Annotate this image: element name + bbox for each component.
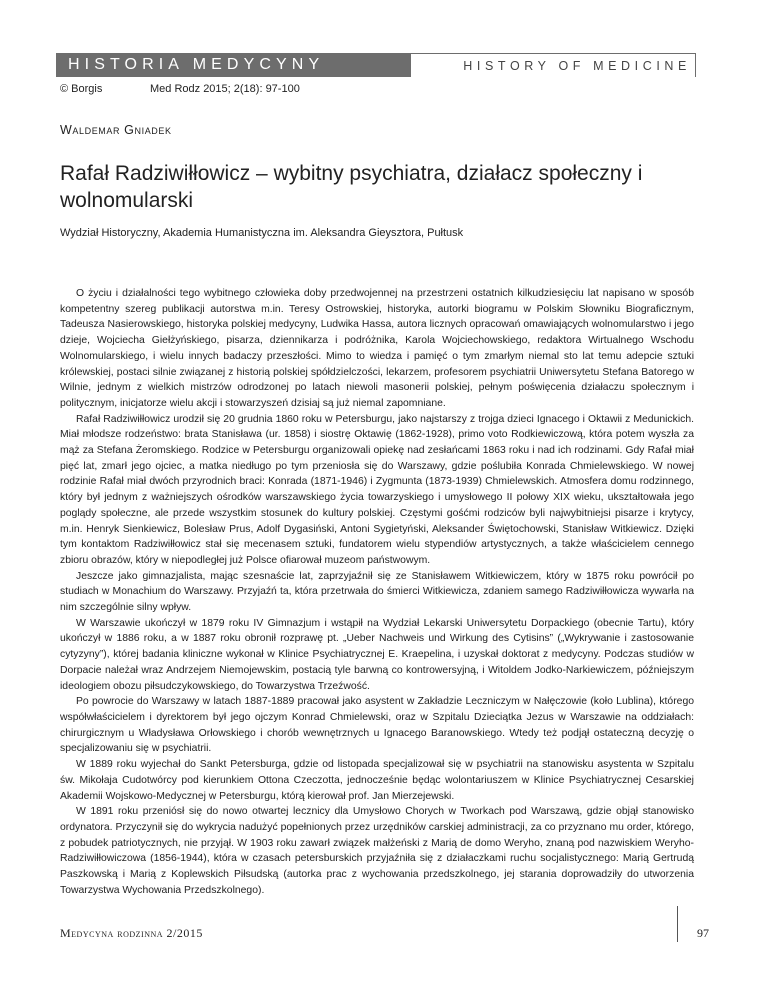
author-name: Waldemar Gniadek (60, 123, 172, 137)
paragraph: Jeszcze jako gimnazjalista, mając szesnaście lat, zaprzyjaźnił się ze Stanisławem Witkiewiczem, który w 1875 roku powrócił po studiach w Monachium do Warszawy. Przyjaźń ta, która przetrwała do śmierci Witkiewicza, zdaniem samego Radziwiłłowicza wywarła na nim szczególnie silny wpływ. (60, 570, 694, 614)
paragraph: Rafał Radziwiłłowicz urodził się 20 grudnia 1860 roku w Petersburgu, jako najstarszy z trojga dzieci Ignacego i Oktawii z Medunickich. Miał młodsze rodzeństwo: brata Stanisława (ur. 1858) i siostrę Oktawię (1862-1928), primo voto Rodkiewiczową, która potem wyszła za mąż za Stefana Żeromskiego. Rodzice w Petersburgu organizowali opiekę nad zesłańcami 1863 roku i nad ich rodzinami. Gdy Rafał miał pięć lat, zmarł jego ojciec, a matka niedługo po tym przeniosła się do Warszawy, gdzie poślubiła Konrada Chmielewskiego. W nowej rodzinie Rafał miał dwóch przyrodnich braci: Konrada (1871-1946) i Zygmunta (1873-1939) Chmielewskich. Atmosfera domu rodzinnego, który był jednym z ważniejszych ośrodków warszawskiego życia towarzyskiego i umysłowego II połowy XIX wieku, ukształtowała jego poglądy społeczne, ale przede wszystkim stosunek do kultury polskiej. Częstymi gośćmi rodziców byli najwybitniejsi pisarze i krytycy, m.in. Henryk Sienkiewicz, Bolesław Prus, Adolf Dygasiński, Antoni Sygietyński, Aleksander Świętochowski, Stanisław Witkiewicz. Dzięki tym kontaktom Radziwiłłowicz stał się mecenasem sztuki, fundatorem wielu stypendiów artystycznych, a także właścicielem cennego zbioru obrazów, który w niepodległej już Polsce ofiarował muzeom państwowym. (60, 413, 694, 566)
paragraph: W 1889 roku wyjechał do Sankt Petersburga, gdzie od listopada specjalizował się w psychiatrii na stanowisku asystenta w Szpitalu św. Mikołaja Cudotwórcy pod kierunkiem Ottona Czeczotta, jednocześnie będąc wolontariuszem w Klinice Psychiatrycznej Cesarskiej Akademii Wojskowo-Medycznej w Petersburgu, którą kierował prof. Jan Mierzejewski. (60, 759, 694, 802)
paragraph: Po powrocie do Warszawy w latach 1887-1889 pracował jako asystent w Zakładzie Leczniczym w Nałęczowie (koło Lublina), którego współwłaścicielem i dyrektorem był jego ojczym Konrad Chmielewski, oraz w Szpitalu Dzieciątka Jezus w Warszawie na oddziałach: chirurgicznym u Władysława Orłowskiego i chorób wewnętrznych u Ignacego Baranowskiego. Wtedy też podjął ostateczną decyzję o specjalizowaniu się w psychiatrii. (60, 696, 694, 755)
copyright: © Borgis (60, 83, 103, 95)
section-label-en: HISTORY OF MEDICINE (411, 53, 696, 77)
section-label-pl: HISTORIA MEDYCYNY (56, 53, 411, 77)
citation: Med Rodz 2015; 2(18): 97-100 (150, 83, 300, 95)
paragraph: W Warszawie ukończył w 1879 roku IV Gimnazjum i wstąpił na Wydział Lekarski Uniwersytetu Dorpackiego (obecnie Tartu), który ukończył w 1886 roku, a w 1887 roku obronił rozprawę pt. „Ueber Nachweis und Wirkung des Cytisins” („Wykrywanie i zastosowanie cytyzyny”), której badania kliniczne wykonał w Klinice Psychiatrycznej E. Kraepelina, i uzyskał doktorat z medycyny. Podczas studiów w Dorpacie należał wraz Andrzejem Niemojewskim, postacią tyle barwną co kontrowersyjną, i Witoldem Jodko-Narkiewiczem, późniejszym ideologiem obozu piłsudczykowskiego, do Towarzystwa Trzeźwość. (60, 617, 694, 692)
footer-divider (677, 906, 678, 942)
article-body (60, 286, 694, 898)
publication-info (60, 83, 300, 95)
footer-journal-name: Medycyna rodzinna 2/2015 (60, 926, 203, 940)
section-header (56, 53, 696, 77)
page-number: 97 (697, 926, 709, 940)
paragraph: W 1891 roku przeniósł się do nowo otwartej lecznicy dla Umysłowo Chorych w Tworkach pod Warszawą, gdzie objął stanowisko ordynatora. Przyczynił się do wykrycia nadużyć popełnionych przez urzędników carskiej administracji, za co przyznano mu order, którego, z pobudek patriotycznych, nie przyjął. W 1903 roku zawarł związek małżeński z Marią de domo Weryho, znaną pod nazwiskiem Weryho-Radziwiłłowiczowa (1856-1944), która w czasach petersburskich przyjaźniła się z działaczkami ruchu socjalistycznego: Marią Gertrudą Paszkowską i Marią z Koplewskich Piłsudską (autorka prac z wychowania przedszkolnego, jej starania doprowadziły do utworzenia Towarzystwa Wychowania Przedszkolnego). (60, 806, 694, 896)
article-title: Rafał Radziwiłłowicz – wybitny psychiatra, działacz społeczny i wolnomularski (60, 162, 643, 212)
paragraph: O życiu i działalności tego wybitnego człowieka doby przedwojennej na przestrzeni ostatnich kilkudziesięciu lat napisano w sposób kompetentny szereg publikacji autorstwa m.in. Teresy Ostrowskiej, historyka, autorki biogramu w Polskim Słowniku Biograficznym, Tadeusza Nasierowskiego, historyka polskiej medycyny, Ludwika Hassa, autora licznych opracowań omawiających wolnomularstwo i jego dzieje, Wojciecha Giełżyńskiego, pisarza, dziennikarza i podróżnika, Karola Wojciechowskiego, redaktora Wirtualnego Wschodu Wolnomularskiego, i wielu innych badaczy przeszłości. Mimo to wiedza i pamięć o tym zmarłym niemal sto lat temu adepcie sztuki królewskiej, postaci silnie związanej z historią polskiej spółdzielczości, lekarzem, profesorem psychiatrii Uniwersytetu Stefana Batorego w Wilnie, jednym z wielkich mistrzów odrodzonej po latach niewoli masonerii polskiej, pełnym poświęcenia działaczu społecznym i politycznym, inicjatorze wielu akcji i stowarzyszeń dzisiaj są już niemal zapomniane. (60, 288, 694, 409)
author-affiliation: Wydział Historyczny, Akademia Humanistyczna im. Aleksandra Gieysztora, Pułtusk (60, 227, 464, 239)
